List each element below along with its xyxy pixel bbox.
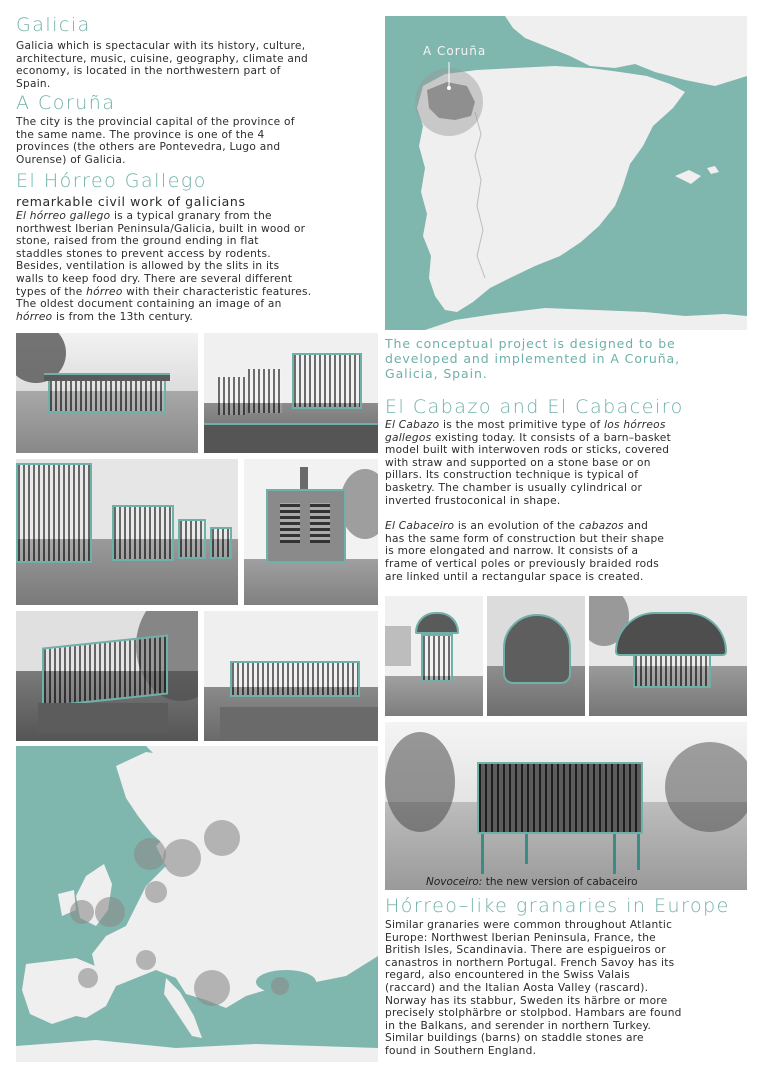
- europe-title: Hórreo–like granaries in Europe: [385, 895, 730, 917]
- straw-roof: [615, 612, 727, 656]
- coruna-text: [16, 116, 378, 166]
- stone-wall: [220, 707, 378, 741]
- europe-line: Europe: Northwest Iberian Peninsula, France, the: [385, 931, 656, 944]
- horreo-line: The oldest document containing an image of an: [16, 298, 282, 311]
- granary-marker-norway: [134, 838, 166, 870]
- spain-map: [385, 16, 747, 330]
- cabazo-line: model built with interwoven rods or sticks, covered: [385, 444, 670, 457]
- spain-map-svg: [385, 16, 747, 330]
- horreo-subtitle: remarkable civil work of galicians: [16, 194, 246, 209]
- europe-line: regard, also encountered in the Swiss Valais: [385, 969, 630, 982]
- cabazo-basket: [421, 634, 453, 682]
- horreo-line: Besides, ventilation is allowed by the slits in its: [16, 260, 280, 273]
- cabazo-title: El Cabazo and El Cabaceiro: [385, 396, 684, 418]
- cabazo-line: gallegos existing today. It consists of a barn–basket: [385, 431, 671, 444]
- cabaceiro-line: has the same form of construction but their shape: [385, 532, 665, 545]
- novoceiro-leg: [525, 834, 528, 864]
- galicia-line: architecture, music, cuisine, geography, climate and: [16, 52, 309, 65]
- concept-line: developed and implemented in A Coruña,: [385, 351, 680, 366]
- cabazo-line: El Cabazo is the most primitive type of los hórreos: [385, 419, 666, 431]
- horreo-shape: [48, 379, 166, 413]
- horreo-line: northwest Iberian Peninsula/Galicia, built in wood or: [16, 222, 306, 235]
- coruna-title: A Coruña: [16, 92, 116, 114]
- horreo-shape: [230, 661, 360, 697]
- galicia-line: economy, is located in the northwestern part of: [16, 65, 281, 78]
- cabazo-line: inverted frustoconical in shape.: [385, 494, 561, 507]
- cabazo-photo-1: [385, 596, 483, 716]
- horreo-line: types of the hórreo with their characteristic features.: [16, 285, 312, 298]
- granary-marker-iberia: [78, 968, 98, 988]
- europe-map-svg: [16, 746, 378, 1062]
- granary-marker-ireland: [70, 900, 94, 924]
- novoceiro-render: [385, 722, 747, 890]
- europe-line: Similar buildings (barns) on staddle stones are: [385, 1032, 644, 1045]
- concept-line: The conceptual project is designed to be: [385, 336, 676, 351]
- horreo-shape: [112, 505, 174, 561]
- galicia-line: Spain.: [16, 77, 51, 90]
- europe-line: found in Southern England.: [385, 1044, 537, 1057]
- cabazo-line: with straw and supported on a stone base or on: [385, 456, 651, 469]
- horreo-line: hórreo is from the 13th century.: [16, 310, 193, 323]
- galicia-line: Galicia which is spectacular with its history, culture,: [16, 40, 306, 52]
- cabaceiro-line: El Cabaceiro is an evolution of the cabazos and: [385, 520, 649, 533]
- horreo-slits: [310, 503, 330, 543]
- straw-cabazo: [503, 614, 571, 684]
- horreo-shape: [248, 369, 282, 413]
- granary-marker-alps: [136, 950, 156, 970]
- stone-base: [38, 703, 168, 733]
- granary-marker-sweden: [163, 839, 201, 877]
- horreo-photo-2: [204, 333, 378, 453]
- granary-marker-denmark: [145, 881, 167, 903]
- cabazo-line: basketry. The chamber is usually cylindrical or: [385, 481, 643, 494]
- europe-line: (raccard) and the Italian Aosta Valley (rascard).: [385, 981, 649, 994]
- horreo-line: El hórreo gallego is a typical granary from the: [16, 210, 272, 222]
- cabazo-text: [385, 419, 755, 583]
- horreo-shape: [178, 519, 206, 559]
- novoceiro-leg: [613, 834, 616, 874]
- horreo-line: walls to keep food dry. There are several different: [16, 272, 293, 285]
- horreo-photo-1: [16, 333, 198, 453]
- europe-line: British Isles, Scandinavia. There are espigueiros or: [385, 944, 666, 957]
- europe-line: in the Balkans, and serender in northern Turkey.: [385, 1019, 652, 1032]
- europe-map: [16, 746, 378, 1062]
- granary-marker-balkans: [194, 970, 230, 1006]
- europe-line: canastros in northern Portugal. French Savoy has its: [385, 956, 675, 969]
- concept-text: [385, 336, 755, 381]
- horreo-shape: [210, 527, 232, 559]
- horreo-title: El Hórreo Gallego: [16, 170, 207, 192]
- horreo-text: [16, 210, 384, 323]
- coruna-line: The city is the provincial capital of the province of: [16, 116, 295, 128]
- granary-marker-finland: [204, 820, 240, 856]
- cabaceiro-line: frame of vertical poles or previously braided rods: [385, 557, 660, 570]
- horreo-shape: [292, 353, 362, 409]
- granary-marker-turkey: [271, 977, 289, 995]
- horreo-photo-4: [244, 459, 378, 605]
- novoceiro-leg: [481, 834, 484, 874]
- galicia-title: Galicia: [16, 14, 91, 36]
- concept-line: Galicia, Spain.: [385, 366, 488, 381]
- granary-marker-britain: [95, 897, 125, 927]
- horreo-line: staddles stones to prevent access by rodents.: [16, 247, 271, 260]
- horreo-photo-6: [204, 611, 378, 741]
- novoceiro-caption: Novoceiro: the new version of cabaceiro: [426, 876, 638, 888]
- cross-icon: [300, 467, 308, 489]
- europe-line: precisely stolphärbre or stolpbod. Hambars are found: [385, 1007, 682, 1020]
- cabaceiro-basket: [633, 654, 711, 688]
- coruna-line: provinces (the others are Pontevedra, Lugo and: [16, 141, 281, 154]
- europe-text: [385, 919, 755, 1058]
- coruna-map-label: A Coruña: [423, 44, 487, 58]
- house-wall: [385, 626, 411, 666]
- cabazo-photo-2: [487, 596, 585, 716]
- europe-line: Norway has its stabbur, Sweden its härbre or more: [385, 994, 668, 1007]
- cabaceiro-line: is more elongated and narrow. It consists of a: [385, 545, 639, 558]
- horreo-shape: [266, 489, 346, 563]
- europe-line: Similar granaries were common throughout Atlantic: [385, 919, 673, 931]
- novoceiro-structure: [477, 762, 643, 834]
- novoceiro-leg: [637, 834, 640, 870]
- horreo-roof: [44, 373, 170, 381]
- horreo-slits: [280, 503, 300, 543]
- coruna-line: Ourense) of Galicia.: [16, 153, 126, 166]
- horreo-photo-5: [16, 611, 198, 741]
- horreo-photo-3: [16, 459, 238, 605]
- galicia-text: [16, 40, 378, 90]
- horreo-shape: [218, 377, 246, 415]
- stone-base: [204, 423, 378, 453]
- horreo-line: stone, raised from the ground ending in flat: [16, 235, 259, 248]
- cabazo-photo-3: [589, 596, 747, 716]
- cabazo-line: pillars. Its construction technique is typical of: [385, 469, 639, 482]
- horreo-shape: [16, 463, 92, 563]
- coruna-line: the same name. The province is one of the 4: [16, 128, 265, 141]
- cabaceiro-line: are linked until a rectangular space is created.: [385, 570, 644, 583]
